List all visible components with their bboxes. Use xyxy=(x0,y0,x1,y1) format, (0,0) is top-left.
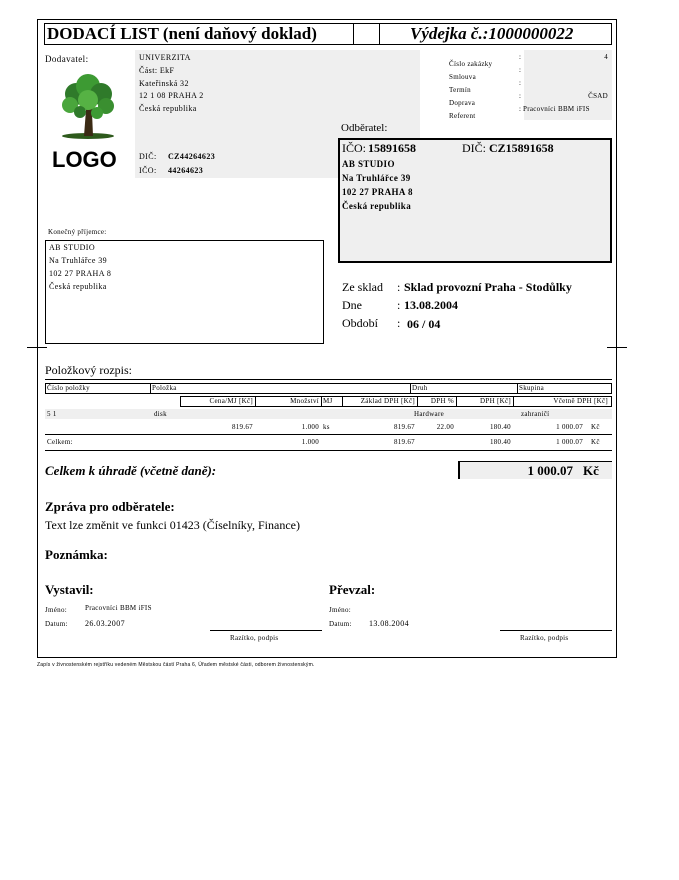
received-signature-line xyxy=(500,630,612,631)
col-head-cena-label: Cena/MJ [Kč] xyxy=(209,397,253,405)
supplier-ico-label: IČO: xyxy=(139,166,157,175)
final-recipient-name: AB STUDIO xyxy=(49,243,96,252)
col-head-dph-pct-label: DPH % xyxy=(430,397,454,405)
order-info-colon: : xyxy=(519,105,522,113)
received-date-label: Datum: xyxy=(329,620,352,628)
row-zaklad: 819.67 xyxy=(393,423,415,431)
vydejka-number: Výdejka č.:1000000022 xyxy=(410,24,574,43)
received-title: Převzal: xyxy=(329,582,376,597)
order-info-label: Termín xyxy=(449,86,471,94)
final-recipient-label: Konečný příjemce: xyxy=(48,228,107,236)
total-zaklad: 819.67 xyxy=(393,438,415,446)
dne-value: 13.08.2004 xyxy=(404,298,458,312)
customer-label: Odběratel: xyxy=(341,122,388,134)
total-vcetne: 1 000.07 xyxy=(556,438,583,446)
supplier-label: Dodavatel: xyxy=(45,54,89,64)
message-title: Zpráva pro odběratele: xyxy=(45,499,175,514)
customer-name: AB STUDIO xyxy=(342,159,395,169)
col-head-mnozstvi-label: Množství xyxy=(290,397,319,405)
order-info-label: Smlouva xyxy=(449,73,476,81)
customer-ico-label: IČO: xyxy=(342,141,366,155)
col-head-vcetne-label: Včetně DPH [Kč] xyxy=(553,397,608,405)
logo-text: LOGO xyxy=(52,147,117,172)
total-mena: Kč xyxy=(591,438,600,446)
col-head-zaklad-label: Základ DPH [Kč] xyxy=(360,397,415,405)
grand-total-currency: Kč xyxy=(583,463,599,478)
order-info xyxy=(449,53,612,118)
final-recipient-street: Na Truhlářce 39 xyxy=(49,256,107,265)
row-cena: 819.67 xyxy=(231,423,253,431)
supplier-dic: CZ44264623 xyxy=(168,152,216,161)
col-head-mj-label: MJ xyxy=(323,397,333,405)
sklad-label: Ze sklad xyxy=(342,280,383,294)
issued-stamp-label: Razítko, podpis xyxy=(230,634,279,642)
order-info-label: Číslo zakázky xyxy=(449,60,493,68)
customer-dic-label: DIČ: xyxy=(462,141,486,155)
grand-total-label: Celkem k úhradě (včetně daně): xyxy=(45,463,217,478)
supplier-street: Kateřinská 32 xyxy=(139,79,189,88)
items-total-rule xyxy=(45,434,612,435)
final-recipient-country: Česká republika xyxy=(49,282,107,291)
row-mnozstvi: 1.000 xyxy=(301,423,319,431)
order-info-label: Referent xyxy=(449,112,476,120)
customer-dic: CZ15891658 xyxy=(489,141,554,155)
obdobi-value: 06 / 04 xyxy=(407,317,441,331)
issued-date: 26.03.2007 xyxy=(85,619,125,628)
order-info-colon: : xyxy=(519,79,522,87)
col-head-polozka xyxy=(150,383,411,394)
issued-name: Pracovníci BBM iFIS xyxy=(85,604,152,612)
total-mnozstvi: 1.000 xyxy=(301,438,319,446)
dne-label: Dne xyxy=(342,298,362,312)
customer-street: Na Truhlářce 39 xyxy=(342,173,411,183)
note-title: Poznámka: xyxy=(45,547,108,562)
row-cislo: 5 1 xyxy=(47,410,57,418)
footer-note: Zapís v živnostenském rejstříku vedeném Městskou částí Praha 6, Úřadem městské části, odborem živnostenským. xyxy=(37,662,315,668)
supplier-city: 12 1 08 PRAHA 2 xyxy=(139,91,204,100)
grand-total-value: 1 000.07 xyxy=(527,463,573,478)
header-rule-top xyxy=(354,23,379,24)
obdobi-label: Období xyxy=(342,316,378,330)
order-info-row xyxy=(449,66,612,79)
obdobi-colon: : xyxy=(397,316,401,330)
customer-ico: 15891658 xyxy=(368,141,416,155)
supplier-country: Česká republika xyxy=(139,104,197,113)
customer-city: 102 27 PRAHA 8 xyxy=(342,187,413,197)
row-skupina: zahraničí xyxy=(521,410,550,418)
header-rule-bottom xyxy=(354,44,379,45)
supplier-part: Část: EkF xyxy=(139,66,175,75)
supplier-dic-label: DIČ: xyxy=(139,152,157,161)
col-head-cislo-label: Číslo položky xyxy=(47,384,90,392)
dne-colon: : xyxy=(397,298,401,312)
total-label: Celkem: xyxy=(47,438,73,446)
order-info-value: 4 xyxy=(604,53,608,61)
row-vcetne: 1 000.07 xyxy=(556,423,583,431)
row-polozka: disk xyxy=(154,410,167,418)
col-head-dph-label: DPH [Kč] xyxy=(480,397,511,405)
final-recipient-city: 102 27 PRAHA 8 xyxy=(49,269,112,278)
total-dph: 180.40 xyxy=(489,438,511,446)
order-info-colon: : xyxy=(519,92,522,100)
issued-date-label: Datum: xyxy=(45,620,68,628)
issued-title: Vystavil: xyxy=(45,582,94,597)
order-info-row xyxy=(449,105,612,118)
tree-logo-icon xyxy=(58,72,118,140)
row-mena: Kč xyxy=(591,423,600,431)
customer-country: Česká republika xyxy=(342,201,412,211)
issued-signature-line xyxy=(210,630,322,631)
issued-name-label: Jméno: xyxy=(45,606,68,614)
received-name-label: Jméno: xyxy=(329,606,352,614)
supplier-name: UNIVERZITA xyxy=(139,53,191,62)
items-table-top-rule xyxy=(45,379,612,380)
supplier-ico: 44264623 xyxy=(168,166,204,175)
received-date: 13.08.2004 xyxy=(369,619,409,628)
row-mj: ks xyxy=(323,423,330,431)
section-separator-left xyxy=(27,347,47,348)
order-info-value: Pracovníci BBM iFIS xyxy=(523,105,590,113)
order-info-value: ČSAD xyxy=(588,92,608,100)
items-bottom-rule xyxy=(45,450,612,451)
order-info-row xyxy=(449,92,612,105)
items-section-title: Položkový rozpis: xyxy=(45,363,132,377)
document-title: DODACÍ LIST (není daňový doklad) xyxy=(47,24,317,43)
order-info-row xyxy=(449,79,612,92)
sklad-value: Sklad provozní Praha - Stodůlky xyxy=(404,280,572,294)
order-info-label: Doprava xyxy=(449,99,476,107)
col-head-polozka-label: Položka xyxy=(152,384,177,392)
received-stamp-label: Razítko, podpis xyxy=(520,634,569,642)
order-info-row xyxy=(449,53,612,66)
row-dph-pct: 22.00 xyxy=(436,423,454,431)
order-info-colon: : xyxy=(519,66,522,74)
col-head-skupina-label: Skupina xyxy=(519,384,545,392)
col-head-druh-label: Druh xyxy=(412,384,428,392)
section-separator-right xyxy=(607,347,627,348)
order-info-colon: : xyxy=(519,53,522,61)
row-druh: Hardware xyxy=(414,410,444,418)
row-dph: 180.40 xyxy=(489,423,511,431)
sklad-colon: : xyxy=(397,280,401,294)
message-text: Text lze změnit ve funkci 01423 (Číselníky, Finance) xyxy=(45,518,300,532)
